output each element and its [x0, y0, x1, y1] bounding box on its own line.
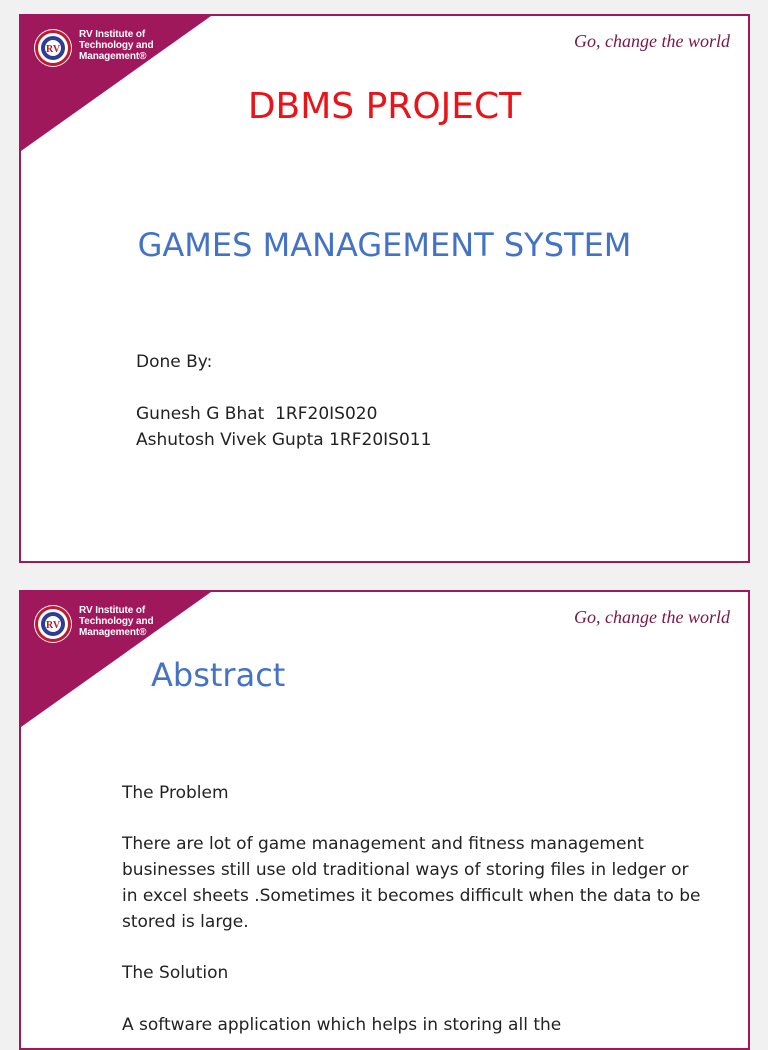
institute-name-line: Management®	[79, 51, 147, 62]
svg-text:RV: RV	[45, 44, 61, 55]
institute-name	[79, 605, 154, 638]
problem-paragraph: There are lot of game management and fitness management businesses still use old traditional ways of storing files in ledger or in excel sheets .Sometimes it becomes difficult when the data to be stored is large.	[122, 834, 701, 932]
rv-seal-icon	[33, 28, 73, 68]
project-subtitle: GAMES MANAGEMENT SYSTEM	[137, 226, 632, 264]
svg-text:RV: RV	[45, 620, 61, 631]
abstract-heading: Abstract	[151, 656, 286, 694]
tagline: Go, change the world	[574, 607, 730, 627]
team-member: Ashutosh Vivek Gupta 1RF20IS011	[136, 430, 432, 450]
solution-heading: The Solution	[122, 963, 229, 983]
tagline: Go, change the world	[574, 31, 730, 51]
institute-name-line: Management®	[79, 627, 147, 638]
project-title: DBMS PROJECT	[247, 86, 522, 127]
abstract-slide	[19, 590, 750, 1050]
rv-seal-icon	[33, 604, 73, 644]
institute-logo	[33, 28, 173, 68]
institute-name-line: Technology and	[79, 616, 154, 627]
institute-name-line: Technology and	[79, 40, 154, 51]
solution-paragraph: A software application which helps in storing all the	[122, 1015, 562, 1035]
problem-heading: The Problem	[122, 783, 229, 803]
team-member: Gunesh G Bhat 1RF20IS020	[136, 404, 378, 424]
institute-name-line: RV Institute of	[79, 605, 146, 616]
institute-logo	[33, 604, 173, 644]
team-member-list	[136, 401, 431, 453]
institute-name	[79, 29, 154, 62]
done-by-label: Done By:	[136, 352, 213, 372]
institute-name-line: RV Institute of	[79, 29, 146, 40]
title-slide	[19, 14, 750, 563]
